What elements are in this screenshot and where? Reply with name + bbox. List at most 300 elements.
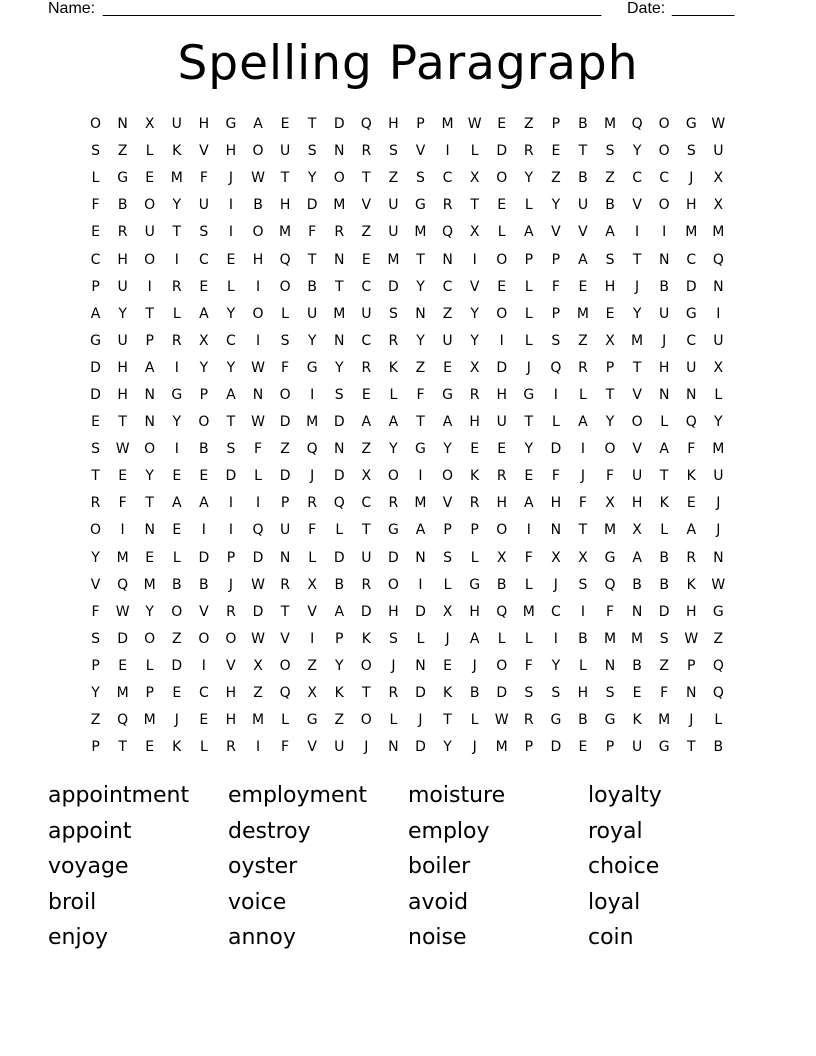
grid-row xyxy=(82,138,732,165)
grid-letter: Q xyxy=(360,116,372,133)
grid-letter: D xyxy=(550,441,562,458)
grid-letter: O xyxy=(144,630,156,647)
grid-letter: P xyxy=(551,116,561,133)
grid-letter: L xyxy=(172,305,181,322)
grid-letter: V xyxy=(226,657,236,674)
grid-letter: U xyxy=(686,359,697,376)
grid-letter: Y xyxy=(91,549,100,566)
grid-row xyxy=(82,165,732,192)
grid-letter: A xyxy=(524,224,534,241)
grid-letter: T xyxy=(91,468,100,485)
grid-letter: I xyxy=(174,359,179,376)
grid-letter: L xyxy=(524,197,533,214)
grid-letter: S xyxy=(388,143,398,160)
grid-letter: C xyxy=(442,278,453,295)
grid-letter: O xyxy=(279,386,291,403)
grid-letter: H xyxy=(252,251,264,268)
grid-letter: B xyxy=(117,197,128,214)
grid-letter: M xyxy=(685,224,698,241)
name-field: ________________________________________________________ xyxy=(103,0,602,17)
grid-letter: Y xyxy=(145,603,154,620)
grid-letter: E xyxy=(686,495,696,512)
grid-letter: I xyxy=(472,251,477,268)
grid-letter: H xyxy=(658,359,670,376)
grid-letter: O xyxy=(252,224,264,241)
word-bank-item: noise xyxy=(408,925,467,951)
grid-letter: O xyxy=(225,630,237,647)
grid-letter: U xyxy=(496,414,507,431)
grid-letter: M xyxy=(495,739,508,756)
grid-letter: S xyxy=(199,224,209,241)
grid-letter: R xyxy=(388,685,399,702)
grid-letter: R xyxy=(307,495,318,512)
grid-letter: Z xyxy=(171,630,182,647)
grid-letter: S xyxy=(686,143,696,160)
grid-letter: O xyxy=(279,657,291,674)
grid-letter: G xyxy=(306,712,318,729)
grid-letter: P xyxy=(605,739,615,756)
grid-letter: V xyxy=(199,603,209,620)
grid-letter: Y xyxy=(416,332,425,349)
grid-letter: F xyxy=(281,739,290,756)
grid-letter: W xyxy=(684,630,699,647)
grid-letter: P xyxy=(91,657,100,674)
grid-letter: T xyxy=(145,305,154,322)
grid-letter: D xyxy=(415,685,426,702)
grid-letter: N xyxy=(631,603,643,620)
grid-letter: Y xyxy=(334,657,344,674)
grid-letter: C xyxy=(361,495,372,512)
grid-letter: O xyxy=(198,630,210,647)
grid-letter: A xyxy=(442,414,453,431)
word-bank-item: oyster xyxy=(228,854,298,880)
grid-letter: Y xyxy=(226,305,236,322)
grid-letter: Q xyxy=(117,576,129,593)
grid-letter: C xyxy=(90,251,101,268)
grid-letter: B xyxy=(578,630,588,647)
grid-letter: O xyxy=(90,522,102,539)
grid-letter: T xyxy=(118,414,127,431)
grid-letter: M xyxy=(522,603,535,620)
grid-letter: L xyxy=(335,522,344,539)
grid-letter: O xyxy=(658,116,670,133)
grid-letter: T xyxy=(280,170,290,187)
grid-letter: T xyxy=(145,495,154,512)
grid-letter: T xyxy=(632,251,642,268)
grid-letter: F xyxy=(416,386,425,403)
grid-letter: D xyxy=(198,549,210,566)
grid-letter: M xyxy=(603,630,617,647)
grid-letter: F xyxy=(578,495,587,512)
grid-letter: Y xyxy=(389,441,398,458)
grid-letter: G xyxy=(685,305,697,322)
grid-letter: T xyxy=(578,143,588,160)
grid-letter: I xyxy=(255,278,261,295)
grid-letter: D xyxy=(388,549,399,566)
grid-letter: V xyxy=(307,603,317,620)
grid-letter: D xyxy=(252,603,264,620)
grid-letter: G xyxy=(523,386,535,403)
grid-letter: U xyxy=(631,468,643,485)
grid-letter: B xyxy=(307,278,317,295)
grid-letter: N xyxy=(334,332,345,349)
grid-letter: I xyxy=(201,657,206,674)
grid-row xyxy=(82,301,732,328)
grid-row xyxy=(82,599,732,626)
grid-letter: Y xyxy=(524,441,534,458)
grid-letter: D xyxy=(496,685,508,702)
grid-row xyxy=(82,680,732,707)
grid-letter: Q xyxy=(333,495,345,512)
grid-letter: H xyxy=(685,603,697,620)
grid-letter: S xyxy=(388,630,398,647)
grid-letter: E xyxy=(361,251,371,268)
grid-letter: G xyxy=(90,332,101,349)
grid-letter: A xyxy=(578,414,588,431)
grid-letter: D xyxy=(171,657,183,674)
grid-letter: U xyxy=(442,332,453,349)
grid-letter: O xyxy=(279,278,291,295)
grid-letter: B xyxy=(632,576,642,593)
grid-row xyxy=(82,246,732,273)
grid-letter: G xyxy=(712,603,724,620)
grid-letter: O xyxy=(442,468,454,485)
grid-letter: U xyxy=(361,305,372,322)
grid-letter: R xyxy=(388,332,399,349)
grid-letter: X xyxy=(713,197,724,214)
grid-letter: Z xyxy=(659,657,669,674)
name-label: Name: xyxy=(48,0,96,17)
grid-letter: Z xyxy=(578,332,588,349)
grid-letter: W xyxy=(711,576,726,593)
grid-letter: G xyxy=(306,359,318,376)
grid-letter: V xyxy=(632,197,642,214)
grid-letter: A xyxy=(90,305,101,322)
grid-letter: S xyxy=(551,685,561,702)
grid-letter: G xyxy=(469,576,481,593)
grid-letter: B xyxy=(578,712,588,729)
grid-letter: B xyxy=(334,576,345,593)
grid-letter: F xyxy=(524,549,533,566)
grid-letter: G xyxy=(550,712,562,729)
grid-letter: J xyxy=(580,468,586,485)
grid-letter: O xyxy=(252,143,264,160)
grid-letter: O xyxy=(496,522,508,539)
word-bank-item: choice xyxy=(588,854,660,880)
grid-letter: N xyxy=(334,251,345,268)
grid-row xyxy=(82,192,732,219)
grid-letter: S xyxy=(524,685,534,702)
grid-letter: V xyxy=(578,224,588,241)
grid-letter: T xyxy=(362,170,371,187)
grid-letter: E xyxy=(578,739,588,756)
word-bank-item: loyalty xyxy=(588,783,662,808)
grid-letter: C xyxy=(442,170,453,187)
grid-letter: C xyxy=(226,332,236,349)
grid-letter: L xyxy=(660,414,669,431)
grid-letter: R xyxy=(361,576,372,593)
grid-letter: A xyxy=(524,495,534,512)
grid-letter: D xyxy=(550,739,562,756)
grid-letter: J xyxy=(472,657,477,674)
grid-letter: I xyxy=(418,468,423,485)
header-line xyxy=(48,0,748,20)
grid-letter: U xyxy=(659,305,670,322)
grid-letter: A xyxy=(171,495,182,512)
grid-letter: L xyxy=(551,414,560,431)
grid-letter: W xyxy=(251,359,265,376)
grid-letter: K xyxy=(334,685,344,702)
grid-letter: B xyxy=(713,739,724,756)
word-bank-item: voyage xyxy=(48,854,129,880)
grid-letter: H xyxy=(117,386,128,403)
grid-row xyxy=(82,490,732,517)
grid-letter: T xyxy=(334,278,344,295)
grid-letter: I xyxy=(499,332,504,349)
grid-letter: C xyxy=(550,603,561,620)
grid-letter: Q xyxy=(442,224,454,241)
grid-letter: R xyxy=(496,468,507,485)
grid-letter: G xyxy=(387,522,399,539)
grid-letter: M xyxy=(279,224,292,241)
grid-letter: H xyxy=(685,197,697,214)
grid-letter: H xyxy=(388,116,399,133)
grid-letter: F xyxy=(281,359,290,376)
grid-letter: N xyxy=(415,657,426,674)
grid-row xyxy=(82,572,732,599)
grid-letter: J xyxy=(228,170,233,187)
grid-letter: A xyxy=(469,630,480,647)
grid-letter: W xyxy=(251,630,265,647)
grid-letter: S xyxy=(659,630,669,647)
grid-letter: N xyxy=(144,414,155,431)
grid-letter: P xyxy=(551,251,561,268)
grid-letter: P xyxy=(524,251,534,268)
grid-letter: K xyxy=(442,685,453,702)
grid-letter: T xyxy=(307,116,317,133)
grid-row xyxy=(82,463,732,490)
grid-row xyxy=(82,382,732,409)
grid-letter: G xyxy=(685,116,697,133)
grid-letter: I xyxy=(310,386,315,403)
grid-letter: O xyxy=(90,116,102,133)
grid-letter: X xyxy=(307,685,317,702)
word-bank-item: loyal xyxy=(588,889,641,915)
word-bank-item: coin xyxy=(588,925,634,951)
grid-row xyxy=(82,409,732,436)
grid-letter: R xyxy=(523,712,534,729)
grid-letter: T xyxy=(686,739,696,756)
grid-letter: V xyxy=(90,576,101,593)
grid-letter: Q xyxy=(252,522,264,539)
grid-letter: Z xyxy=(415,359,426,376)
grid-letter: X xyxy=(469,170,480,187)
grid-letter: Y xyxy=(551,657,561,674)
grid-letter: N xyxy=(713,278,724,295)
grid-letter: R xyxy=(578,359,588,376)
grid-letter: J xyxy=(418,712,423,729)
grid-letter: O xyxy=(496,305,508,322)
grid-letter: J xyxy=(553,576,558,593)
grid-letter: U xyxy=(307,305,318,322)
grid-letter: L xyxy=(579,386,587,403)
grid-letter: T xyxy=(443,712,452,729)
grid-letter: K xyxy=(172,739,182,756)
grid-letter: O xyxy=(333,170,345,187)
grid-letter: X xyxy=(361,468,372,485)
grid-letter: H xyxy=(469,414,480,431)
word-bank-item: employ xyxy=(408,818,490,844)
grid-letter: N xyxy=(415,549,426,566)
grid-letter: P xyxy=(91,739,100,756)
grid-letter: P xyxy=(551,305,561,322)
grid-row xyxy=(82,219,732,246)
grid-letter: Y xyxy=(334,359,344,376)
grid-letter: Q xyxy=(279,685,291,702)
grid-letter: X xyxy=(442,603,453,620)
grid-letter: A xyxy=(226,386,236,403)
grid-letter: B xyxy=(659,576,669,593)
grid-letter: T xyxy=(280,603,290,620)
grid-letter: H xyxy=(198,116,210,133)
grid-letter: I xyxy=(147,278,152,295)
grid-letter: K xyxy=(388,359,398,376)
grid-letter: U xyxy=(388,197,399,214)
grid-letter: I xyxy=(228,522,233,539)
grid-letter: E xyxy=(199,278,209,295)
grid-letter: H xyxy=(469,603,480,620)
grid-letter: N xyxy=(686,386,697,403)
grid-letter: H xyxy=(279,197,291,214)
grid-letter: P xyxy=(416,116,425,133)
grid-letter: M xyxy=(631,630,644,647)
grid-letter: I xyxy=(201,522,206,539)
grid-letter: E xyxy=(361,386,371,403)
grid-letter: D xyxy=(333,414,345,431)
grid-letter: N xyxy=(388,739,399,756)
grid-letter: H xyxy=(577,685,589,702)
grid-letter: Q xyxy=(631,116,643,133)
grid-letter: Y xyxy=(91,685,100,702)
grid-letter: S xyxy=(91,441,100,458)
grid-letter: R xyxy=(171,332,182,349)
grid-letter: Y xyxy=(307,170,317,187)
grid-letter: F xyxy=(118,495,127,512)
grid-letter: U xyxy=(713,332,724,349)
grid-letter: E xyxy=(443,359,452,376)
grid-letter: E xyxy=(443,657,452,674)
grid-letter: X xyxy=(578,549,588,566)
grid-letter: S xyxy=(416,170,425,187)
grid-letter: I xyxy=(580,441,586,458)
grid-letter: J xyxy=(689,712,694,729)
grid-letter: I xyxy=(120,522,125,539)
grid-letter: F xyxy=(199,170,208,187)
grid-letter: H xyxy=(496,495,507,512)
grid-letter: X xyxy=(253,657,263,674)
grid-letter: R xyxy=(686,549,697,566)
grid-letter: R xyxy=(171,278,182,295)
grid-row xyxy=(82,653,732,680)
grid-letter: W xyxy=(251,170,265,187)
grid-letter: O xyxy=(360,712,372,729)
grid-letter: T xyxy=(172,224,182,241)
grid-letter: A xyxy=(199,305,209,322)
grid-letter: O xyxy=(144,197,156,214)
grid-letter: U xyxy=(144,224,155,241)
grid-letter: G xyxy=(604,549,616,566)
grid-letter: G xyxy=(117,170,129,187)
grid-letter: M xyxy=(387,251,400,268)
grid-letter: M xyxy=(116,685,129,702)
grid-letter: X xyxy=(199,332,209,349)
grid-letter: O xyxy=(658,197,670,214)
grid-letter: E xyxy=(199,712,209,729)
grid-letter: N xyxy=(279,549,291,566)
grid-letter: O xyxy=(144,251,156,268)
word-bank-item: appointment xyxy=(48,783,190,808)
grid-letter: F xyxy=(308,522,317,539)
grid-letter: D xyxy=(333,116,345,133)
grid-letter: U xyxy=(713,143,724,160)
grid-letter: P xyxy=(91,278,100,295)
grid-letter: A xyxy=(578,251,588,268)
grid-letter: Y xyxy=(416,278,425,295)
grid-row xyxy=(82,734,732,761)
grid-letter: Y xyxy=(199,359,209,376)
grid-letter: B xyxy=(659,278,669,295)
grid-letter: X xyxy=(713,170,724,187)
grid-letter: Z xyxy=(361,224,372,241)
grid-letter: E xyxy=(91,224,100,241)
grid-letter: T xyxy=(118,739,127,756)
date-label: Date: xyxy=(627,0,666,17)
grid-letter: D xyxy=(658,603,670,620)
grid-letter: J xyxy=(662,332,667,349)
grid-letter: Q xyxy=(496,603,508,620)
grid-letter: E xyxy=(551,143,561,160)
grid-letter: V xyxy=(307,739,317,756)
grid-letter: K xyxy=(632,712,642,729)
grid-letter: R xyxy=(226,739,236,756)
grid-letter: C xyxy=(198,251,209,268)
grid-letter: G xyxy=(604,712,616,729)
word-bank-item: voice xyxy=(228,889,287,915)
grid-row xyxy=(82,436,732,463)
grid-letter: A xyxy=(415,522,426,539)
grid-row xyxy=(82,355,732,382)
grid-letter: E xyxy=(145,739,155,756)
grid-letter: O xyxy=(144,441,156,458)
grid-letter: J xyxy=(391,657,396,674)
grid-letter: I xyxy=(445,143,450,160)
grid-letter: F xyxy=(551,468,560,485)
grid-letter: E xyxy=(470,441,480,458)
grid-letter: T xyxy=(416,414,425,431)
grid-letter: U xyxy=(198,197,209,214)
grid-letter: J xyxy=(526,359,531,376)
grid-letter: I xyxy=(418,576,423,593)
grid-letter: S xyxy=(605,251,615,268)
grid-letter: W xyxy=(251,576,265,593)
grid-letter: F xyxy=(660,685,669,702)
grid-letter: U xyxy=(713,468,724,485)
grid-letter: S xyxy=(280,332,290,349)
grid-letter: M xyxy=(143,712,156,729)
grid-letter: A xyxy=(361,414,372,431)
grid-letter: G xyxy=(442,386,453,403)
grid-letter: S xyxy=(307,143,317,160)
